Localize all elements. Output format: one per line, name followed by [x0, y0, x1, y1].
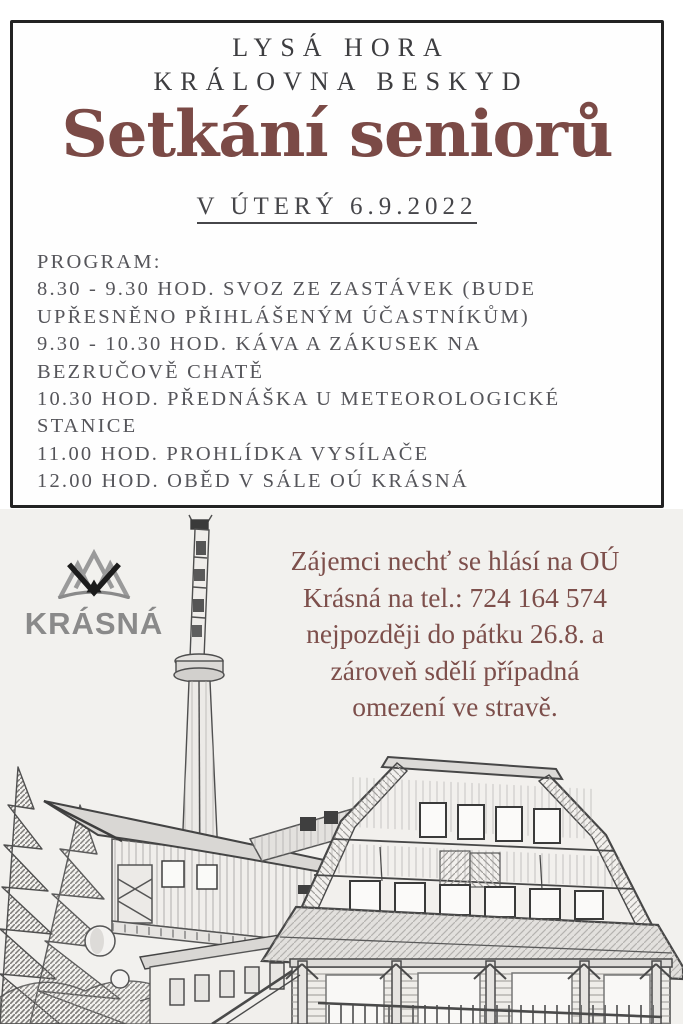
contact-line: zároveň sdělí případná	[330, 654, 580, 686]
location-title: LYSÁ HORA	[232, 33, 450, 62]
contact-line: Krásná na tel.: 724 164 574	[303, 581, 607, 613]
contact-info	[243, 543, 667, 726]
program-list	[37, 249, 560, 496]
contact-line: omezení ve stravě.	[352, 691, 558, 722]
program-line: 8.30 - 9.30 HOD. SVOZ ZE ZASTÁVEK (BUDE	[37, 278, 537, 301]
program-line: BEZRUČOVĚ CHATĚ	[37, 360, 265, 383]
contact-line: Zájemci nechť se hlásí na OÚ	[290, 545, 620, 576]
logo-text: KRÁSNÁ	[24, 606, 164, 641]
program-line: 12.00 HOD. OBĚD V SÁLE OÚ KRÁSNÁ	[37, 470, 469, 493]
program-line: STANICE	[37, 415, 138, 438]
program-line: 11.00 HOD. PROHLÍDKA VYSÍLAČE	[37, 442, 430, 465]
location-subtitle: KRÁLOVNA BESKYD	[153, 67, 529, 96]
program-line: 9.30 - 10.30 HOD. KÁVA A ZÁKUSEK NA	[37, 333, 482, 356]
program-line: 10.30 HOD. PŘEDNÁŠKA U METEOROLOGICKÉ	[37, 388, 561, 411]
program-line: UPŘESNĚNO PŘIHLÁŠENÝM ÚČASTNÍKŮM)	[37, 305, 530, 328]
transmitter-tower-sketch	[174, 515, 224, 879]
lower-section	[0, 509, 683, 1024]
event-date: V ÚTERÝ 6.9.2022	[13, 193, 661, 221]
announcement-frame	[10, 20, 664, 508]
krasna-logo	[14, 547, 174, 642]
page-title: Setkání seniorů	[61, 97, 613, 172]
chalet-sketch	[300, 757, 654, 929]
program-heading: PROGRAM:	[37, 251, 162, 273]
contact-line: nejpozději do pátku 26.8. a	[306, 618, 604, 649]
krasna-crown-icon	[54, 547, 134, 599]
